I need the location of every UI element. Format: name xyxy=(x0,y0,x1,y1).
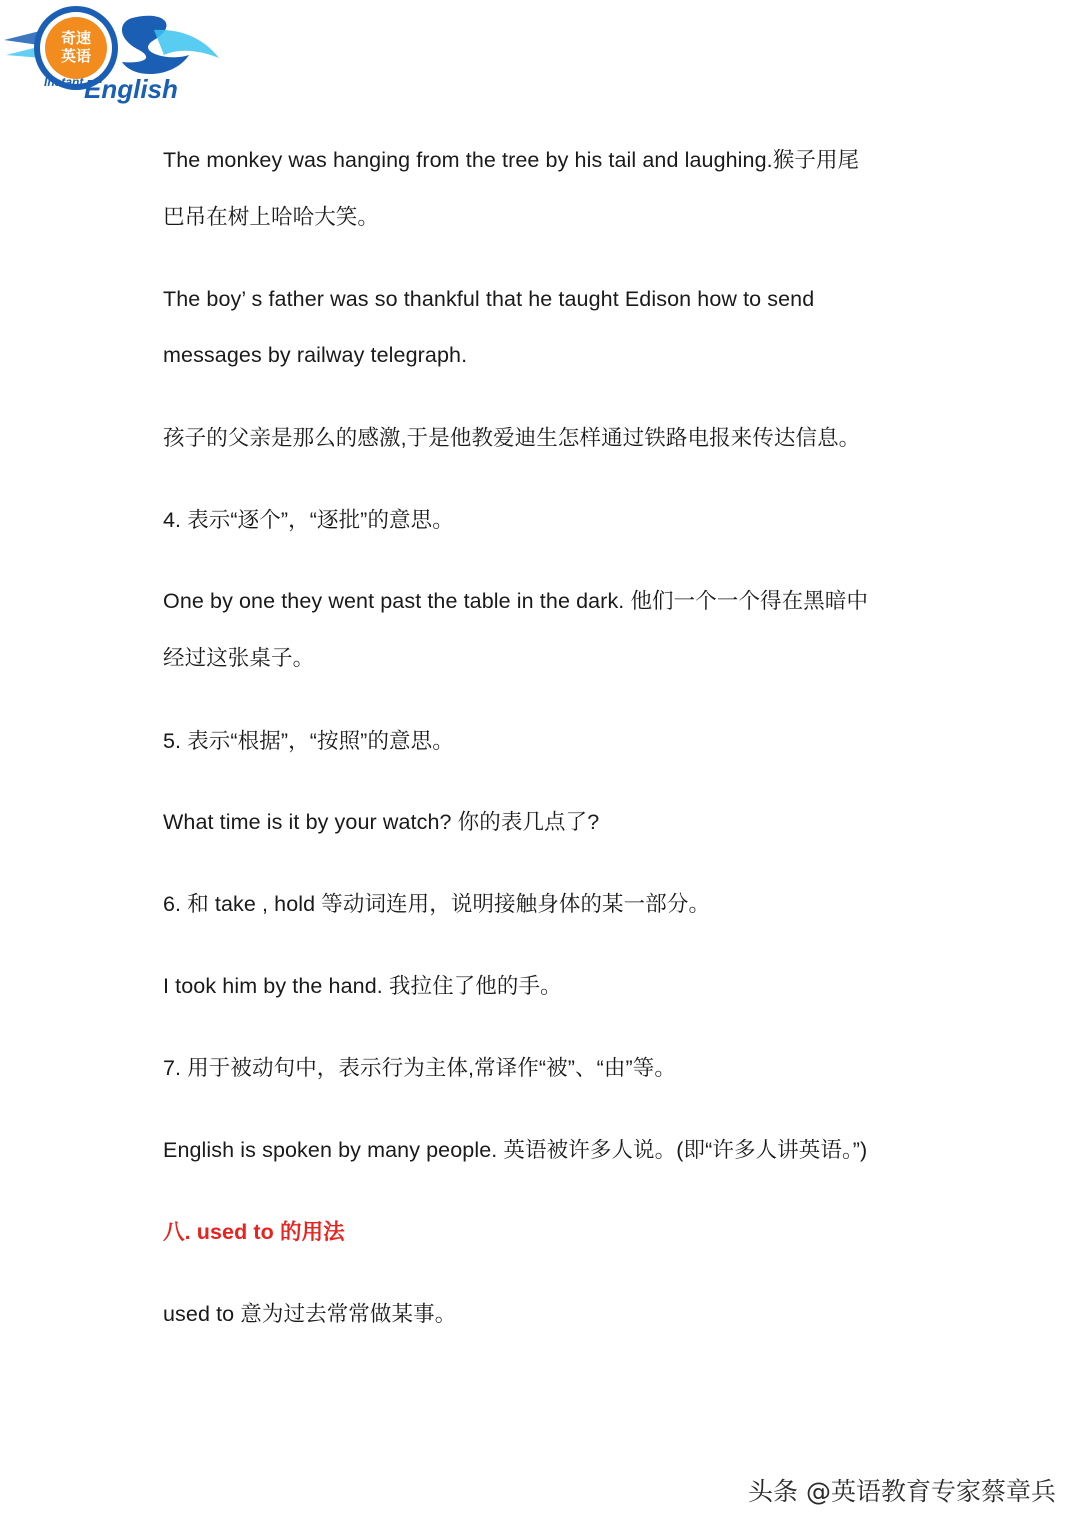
logo-brand-small: Instant xyxy=(44,75,84,89)
logo-graphic xyxy=(4,0,219,110)
paragraph-line: messages by railway telegraph. xyxy=(163,343,468,367)
watermark: 头条 @英语教育专家蔡章兵 xyxy=(748,1477,1056,1506)
paragraph-line: 经过这张桌子。 xyxy=(163,646,315,670)
section-item-heading: 7. 用于被动句中，表示行为主体,常译作“被”、“由”等。 xyxy=(163,1056,676,1080)
paragraph-line: used to 意为过去常常做某事。 xyxy=(163,1302,457,1326)
paragraph-line: 巴吊在树上哈哈大笑。 xyxy=(163,205,380,229)
paragraph-line: The boy’ s father was so thankful that he taught Edison how to send xyxy=(163,287,815,311)
paragraph-line: English is spoken by many people. 英语被许多人说。(即“许多人讲英语。”) xyxy=(163,1138,868,1162)
logo-badge-line2: 英语 xyxy=(60,47,92,65)
paragraph-line: One by one they went past the table in the dark. 他们一个一个得在黑暗中 xyxy=(163,589,869,613)
logo xyxy=(4,0,219,110)
paragraph-line: 孩子的父亲是那么的感激,于是他教爱迪生怎样通过铁路电报来传达信息。 xyxy=(163,426,861,450)
section-item-heading: 5. 表示“根据”，“按照”的意思。 xyxy=(163,729,454,753)
section-heading: 八. used to 的用法 xyxy=(163,1220,345,1244)
section-item-heading: 4. 表示“逐个”，“逐批”的意思。 xyxy=(163,508,454,532)
logo-brand-large: English xyxy=(84,74,178,104)
paragraph-line: What time is it by your watch? 你的表几点了? xyxy=(163,810,600,834)
logo-badge-line1: 奇速 xyxy=(60,29,92,47)
paragraph-line: The monkey was hanging from the tree by his tail and laughing.猴子用尾 xyxy=(163,148,860,172)
paragraph-line: I took him by the hand. 我拉住了他的手。 xyxy=(163,974,562,998)
section-item-heading: 6. 和 take , hold 等动词连用，说明接触身体的某一部分。 xyxy=(163,892,711,916)
